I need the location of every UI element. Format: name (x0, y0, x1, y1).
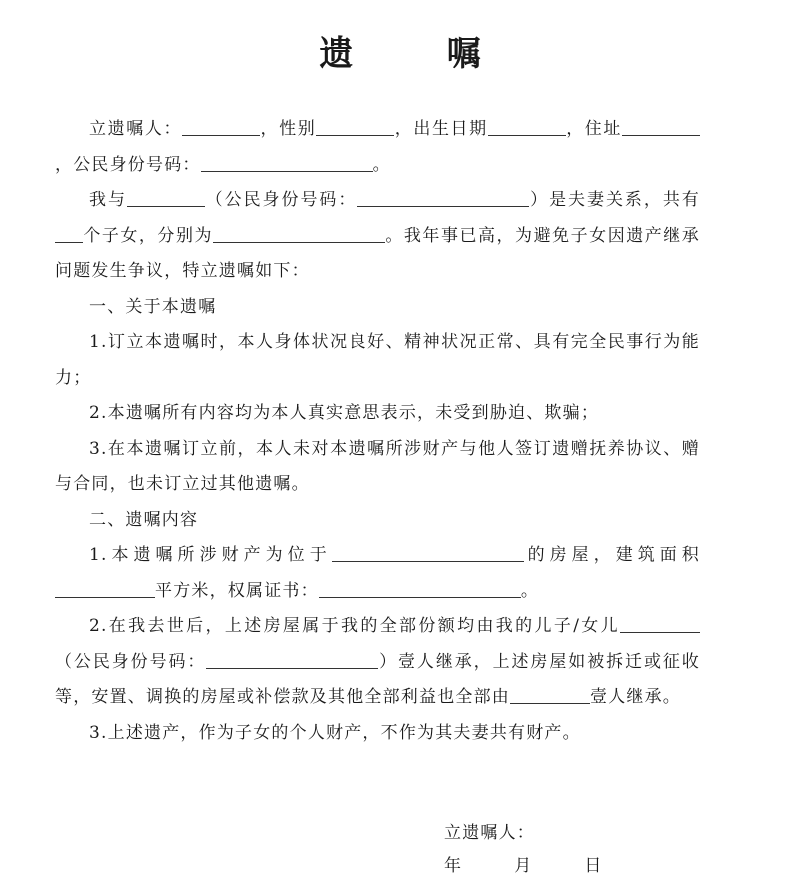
document-body (55, 112, 700, 751)
section-2-item-1 (55, 538, 700, 609)
testator-info-paragraph (55, 112, 700, 183)
gender-blank (316, 118, 394, 136)
heir-name-blank (620, 615, 700, 633)
section-1-item-3: 3.在本遗嘱订立前，本人未对本遗嘱所涉财产与他人签订遗赠抚养协议、赠与合同，也未订立过其他遗嘱。 (55, 438, 700, 494)
inheritance-text: 2.在我去世后，上述房屋属于我的全部份额均由我的儿子/女儿 (89, 616, 620, 636)
testator-signature-label: 立遗嘱人： (444, 823, 535, 843)
certificate-blank (319, 580, 521, 598)
heir-id-label: （公民身份号码： (55, 651, 207, 672)
property-location-blank (332, 544, 524, 562)
marriage-text: ）是夫妻关系，共有 (529, 190, 700, 210)
address-blank (622, 118, 700, 136)
section-1-heading: 一、关于本遗嘱 (89, 296, 217, 317)
section-2-item-2 (55, 609, 700, 716)
property-location-label: 1.本遗嘱所涉财产为位于 (89, 545, 332, 565)
compensation-text: ）壹人继承，上述房屋如被拆迁或征收等，安置、调换的房屋或补偿款及其他全部利益也全部由 (55, 651, 700, 707)
section-2-item-3: 3.上述遗产，作为子女的个人财产，不作为其夫妻共有财产。 (89, 722, 581, 743)
section-1-item-1: 1.订立本遗嘱时，本人身体状况良好、精神状况正常、具有完全民事行为能力； (55, 332, 700, 388)
period: 。 (520, 580, 540, 601)
testator-name-blank (182, 118, 260, 136)
testator-label: 立遗嘱人： (89, 119, 183, 139)
spouse-id-label: （公民身份号码： (204, 190, 358, 210)
gender-label: ，性别 (260, 119, 317, 139)
section-2-heading: 二、遗嘱内容 (89, 509, 199, 530)
floor-area-blank (55, 580, 155, 598)
signature-date (444, 851, 603, 881)
purpose-text: 。我年事已高，为避免子女因遗产继承问题发生争议，特立遗嘱如下： (55, 225, 700, 281)
heir-id-blank (206, 651, 378, 669)
certificate-label: 平方米，权属证书： (155, 580, 319, 601)
address-label: ，住址 (565, 119, 623, 139)
floor-area-label: 的房屋，建筑面积 (523, 545, 700, 565)
children-names-blank (213, 225, 385, 243)
date-year: 年 (444, 856, 463, 876)
heir-name-blank-2 (510, 686, 590, 704)
spouse-name-blank (127, 189, 205, 207)
period: 。 (372, 154, 391, 175)
spouse-paragraph (55, 183, 700, 290)
children-count-blank (55, 225, 83, 243)
birthdate-label: ，出生日期 (394, 119, 488, 139)
date-month: 月 (514, 856, 533, 876)
children-label: 个子女，分别为 (83, 225, 214, 246)
spouse-id-blank (357, 189, 529, 207)
spouse-intro: 我与 (89, 190, 127, 210)
section-1-item-2: 2.本遗嘱所有内容均为本人真实意思表示，未受到胁迫、欺骗； (89, 403, 600, 423)
id-number-label: ，公民身份号码： (55, 154, 201, 175)
document-title: 遗 嘱 (319, 34, 522, 74)
birthdate-blank (488, 118, 566, 136)
id-number-blank (201, 154, 373, 172)
date-day: 日 (584, 856, 603, 876)
sole-inheritance-text: 壹人继承。 (590, 687, 681, 707)
